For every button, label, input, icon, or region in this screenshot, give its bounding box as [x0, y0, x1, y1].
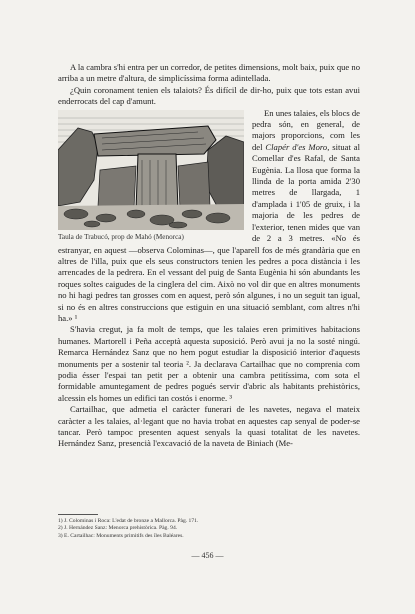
figure-and-text [58, 108, 360, 325]
paragraph-3-rest: , situat al Comellar d'es Rafal, de Santa Eugènia. La llosa que forma la llinda de la porta amida 2'30 metres de llargada, 1 d'amplada i 1'05 de gruix, i la majoria de les pedres de l'exterior, tenen mides que van de 2 a 3 metres. «No és estranyar, en aquest —observa Colominas—, que l'aparell fos de més grandària que en altres de l'illa, puix que els seus constructors tenien les pedres a poca distància i les arrencades de la pedrera. En el vessant del puig de Santa Eugènia hi són abundants les roques soltes caigudes de la cinglera del cim. Això no vol dir que en altres monuments no hi hagi pedres tan grosses com en aquest, però són algunes, i no un seguit tan igual, si no és en altres construccions que estiguin en una situació semblant, com altres n'hi ha.» ¹ [58, 141, 360, 323]
footnote-rule [58, 514, 98, 515]
figure-caption: Taula de Trabucó, prop de Mahó (Menorca) [58, 232, 184, 241]
footnote-1: 1) J. Colominas i Roca: L'edat de bronze a Mallorca. Pàg. 171. [58, 518, 199, 524]
paragraph-2: ¿Quin coronament tenien els talaiots? És difícil de dir-ho, puix que tots estan avui enderrocats del cap d'amunt. [58, 84, 360, 107]
paragraph-1: A la cambra s'hi entra per un corredor, de petites dimensions, molt baix, puix que no arriba a un metre d'altura, de simplicíssima forma adintellada. [58, 62, 360, 84]
page-number: — 456 — [191, 551, 224, 560]
footnotes [58, 518, 360, 540]
monument-name: Clapér d'es Moro [265, 141, 328, 152]
paragraph-5: Cartailhac, que admetia el caràcter funerari de les navetes, negava el mateix caràcter a les talaies, al·legant que no havia trobat en aquestes cap senyal de poder-se tancar. Però tampoc presenten aquest senyals la quasi totalitat de les navetes. Hernández Sanz, presencià l'excavació de la naveta de Biniach (Me- [58, 404, 360, 449]
body-text [58, 62, 360, 450]
footnote-3: 3) E. Cartailhac: Monuments primitifs des îles Baléares. [58, 532, 184, 539]
paragraph-4: S'havia cregut, ja fa molt de temps, que les talaies eren primitives habitacions humanes. Martorell i Peña acceptà aquesta suposició. Però avui ja no la sosté ningú. Remarca Hernández Sanz que no hem pogut estudiar la disposició interior d'aquests monuments per a sostenir tal teoria ². Ja declarava Cartailhac que no comprenia com podia ésser l'espai tan petit per a obtenir una cambra petitíssima, com sota el formidable amuntegament de pedres pogués servir d'abric als habitants prehistòrics, alcessin els homes un edifici tan costós i enorme. ³ [58, 324, 360, 403]
footnote-2: 2) J. Hernández Sanz: Menorca prehistòrica. Pàg. 94. [58, 525, 178, 532]
figure [58, 110, 244, 242]
paragraph-3-start: En unes talaies, els blocs de pedra són, en general, de majors proporcions, com les del [252, 107, 360, 152]
taula-engraving-image [58, 110, 244, 230]
